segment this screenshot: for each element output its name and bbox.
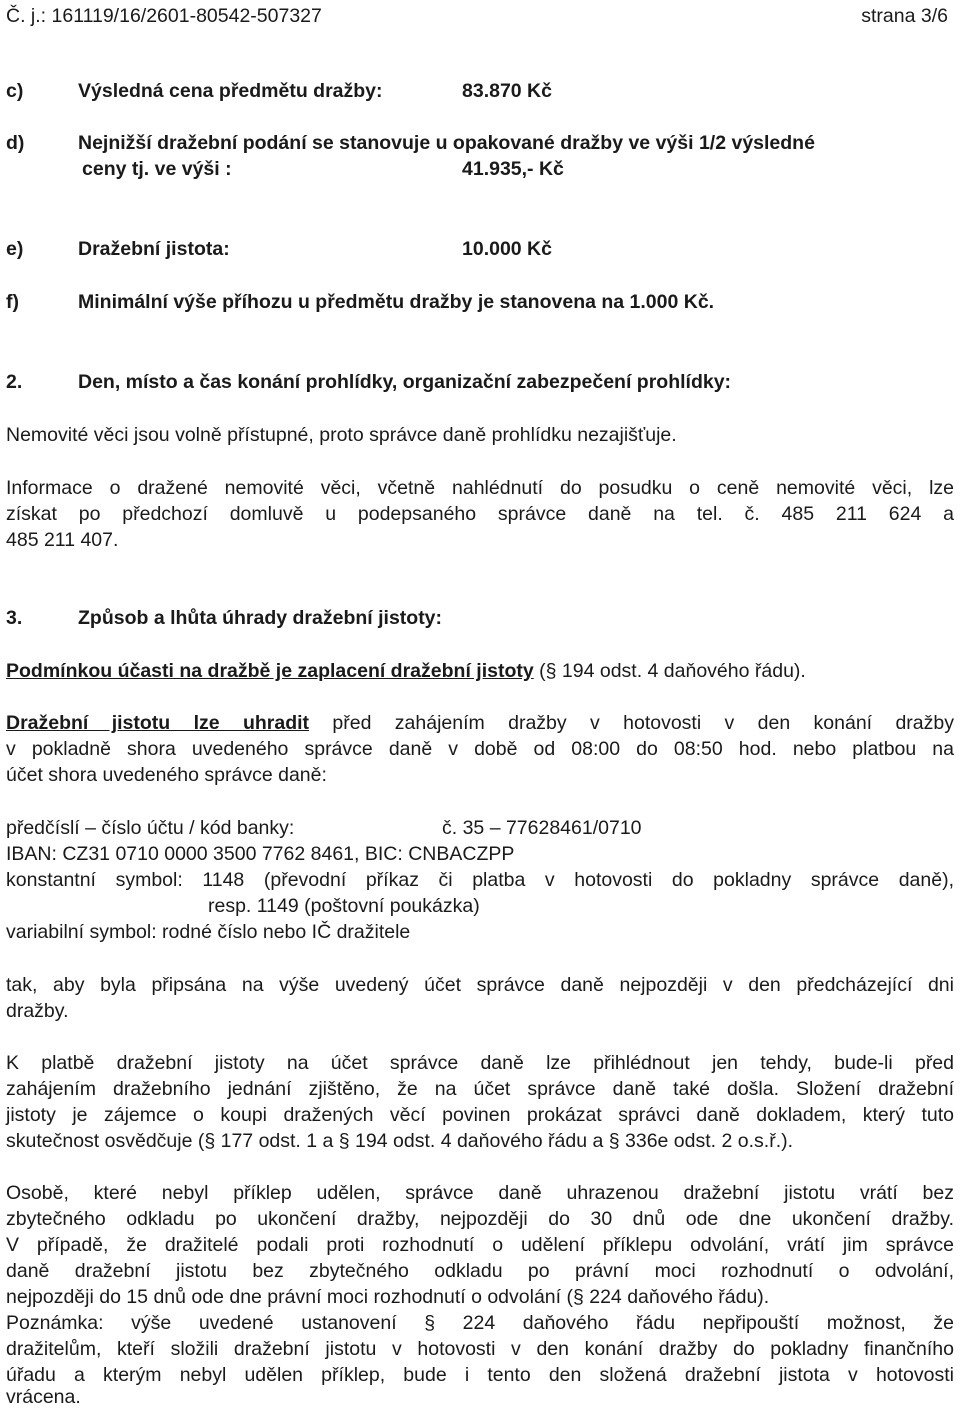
account-label: předčíslí – číslo účtu / kód banky:	[6, 817, 295, 839]
payment-paragraph-bold: Dražební jistotu lze uhradit	[6, 712, 310, 734]
bank-payment-line3: jistoty je zájemce o koupi dražených věcí povinen prokázat správci daně dokladem, který tuto	[6, 1104, 954, 1126]
page-number: strana 3/6	[861, 5, 948, 27]
item-f-text: Minimální výše příhozu u předmětu dražby je stanovena na 1.000 Kč.	[78, 291, 715, 313]
note-line3: úřadu a kterým nebyl udělen příklep, bude i tento den složená dražební jistota v hotovosti	[6, 1364, 954, 1386]
section-3-number: 3.	[6, 607, 23, 629]
refund-line4: daně dražební jistotu bez zbytečného odkladu po právní moci rozhodnutí o odvolání,	[6, 1260, 954, 1282]
note-line2: dražitelům, kteří složili dražební jistotu v hotovosti v den konání dražby do pokladny finančního	[6, 1338, 954, 1360]
refund-line2: zbytečného odkladu po ukončení dražby, nejpozději do 30 dnů ode dne ukončení dražby.	[6, 1208, 954, 1230]
section-3-heading: Způsob a lhůta úhrady dražební jistoty:	[78, 607, 443, 629]
item-c-value: 83.870 Kč	[462, 80, 552, 102]
item-e-label: e)	[6, 238, 24, 260]
iban-bic: IBAN: CZ31 0710 0000 3500 7762 8461, BIC: CNBACZPP	[6, 843, 515, 865]
bank-payment-line1: K platbě dražební jistoty na účet správce daně lze přihlédnout jen tehdy, bude-li před	[6, 1052, 954, 1074]
payment-paragraph-line3: účet shora uvedeného správce daně:	[6, 764, 327, 786]
section-2-paragraph-2-line3: 485 211 407.	[6, 529, 119, 551]
section-2-heading: Den, místo a čas konání prohlídky, organizační zabezpečení prohlídky:	[78, 371, 732, 393]
account-number: č. 35 – 77628461/0710	[442, 817, 642, 839]
variable-symbol: variabilní symbol: rodné číslo nebo IČ dražitele	[6, 921, 411, 943]
section-2-paragraph-2-line2: získat po předchozí domluvě u podepsaného správce daně na tel. č. 485 211 624 a	[6, 503, 954, 525]
section-2-paragraph-2-line1: Informace o dražené nemovité věci, včetně nahlédnutí do posudku o ceně nemovité věci, lze	[6, 477, 954, 499]
section-2-number: 2.	[6, 371, 23, 393]
item-c-label: c)	[6, 80, 24, 102]
note-line1: Poznámka: výše uvedené ustanovení § 224 daňového řádu nepřipouští možnost, že	[6, 1312, 954, 1334]
item-d-text-line1: Nejnižší dražební podání se stanovuje u opakované dražby ve výši 1/2 výsledné	[78, 132, 815, 154]
item-c-text: Výsledná cena předmětu dražby:	[78, 80, 383, 102]
section-2-paragraph-1: Nemovité věci jsou volně přístupné, proto správce daně prohlídku nezajišťuje.	[6, 424, 677, 446]
constant-symbol-line1: konstantní symbol: 1148 (převodní příkaz či platba v hotovosti do pokladny správce daně),	[6, 869, 954, 891]
refund-line1: Osobě, které nebyl příklep udělen, správce daně uhrazenou dražební jistotu vrátí bez	[6, 1182, 954, 1204]
payment-paragraph-line1-rest: před zahájením dražby v hotovosti v den konání dražby	[309, 712, 954, 734]
refund-line3: V případě, že dražitelé podali proti rozhodnutí o udělení příklepu odvolání, vrátí jim správce	[6, 1234, 954, 1256]
payment-paragraph-line1	[6, 711, 954, 735]
participation-condition	[6, 659, 806, 683]
refund-line5: nejpozději do 15 dnů ode dne právní moci rozhodnutí o odvolání (§ 224 daňového řádu).	[6, 1286, 770, 1308]
item-d-text-line2: ceny tj. ve výši :	[82, 158, 232, 180]
document-reference: Č. j.: 161119/16/2601-80542-507327	[6, 5, 322, 27]
deadline-line2: dražby.	[6, 1000, 69, 1022]
participation-condition-bold: Podmínkou účasti na dražbě je zaplacení dražební jistoty	[6, 660, 534, 682]
item-d-value: 41.935,- Kč	[462, 158, 564, 180]
payment-paragraph-line2: v pokladně shora uvedeného správce daně v době od 08:00 do 08:50 hod. nebo platbou na	[6, 738, 954, 760]
item-e-value: 10.000 Kč	[462, 238, 552, 260]
item-e-text: Dražební jistota:	[78, 238, 230, 260]
item-d-label: d)	[6, 132, 25, 154]
bank-payment-line2: zahájením dražebního jednání zjištěno, že na účet správce daně také došla. Složení dražební	[6, 1078, 954, 1100]
bank-payment-line4: skutečnost osvědčuje (§ 177 odst. 1 a § 194 odst. 4 daňového řádu a § 336e odst. 2 o.s.ř.).	[6, 1130, 794, 1152]
participation-condition-reference: (§ 194 odst. 4 daňového řádu).	[533, 660, 806, 682]
note-line4: vrácena.	[6, 1386, 81, 1408]
item-f-label: f)	[6, 291, 19, 313]
deadline-line1: tak, aby byla připsána na výše uvedený účet správce daně nejpozději v den předcházející dni	[6, 974, 954, 996]
constant-symbol-line2: resp. 1149 (poštovní poukázka)	[208, 895, 480, 917]
